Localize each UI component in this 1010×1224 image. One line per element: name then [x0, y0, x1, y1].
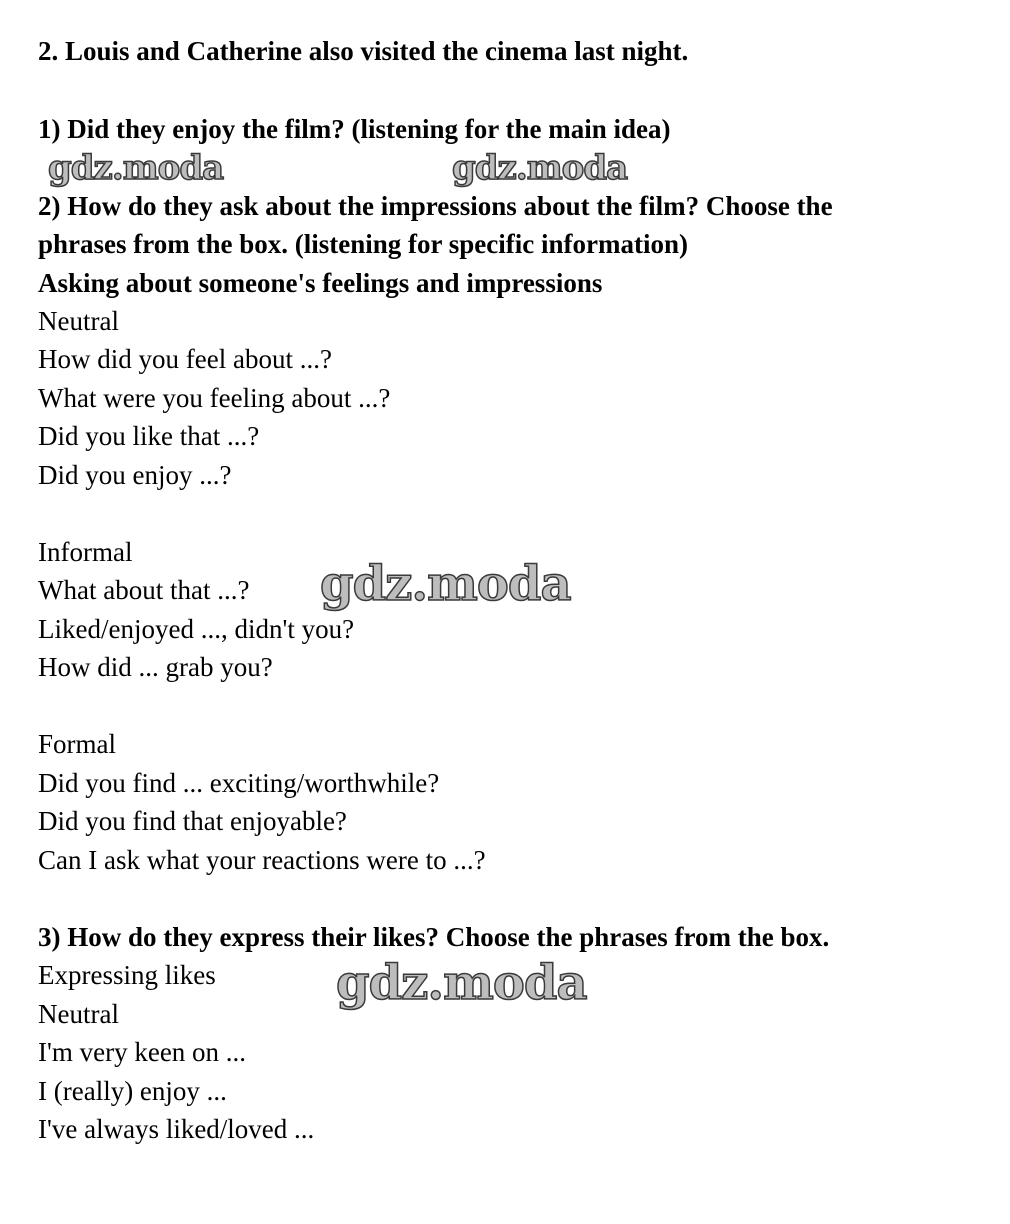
informal-phrase: Liked/enjoyed ..., didn't you? — [38, 614, 355, 644]
watermark-logo: gdz.moda — [320, 556, 571, 612]
neutral-phrase: How did you feel about ...? — [38, 344, 332, 374]
formal-phrase: Did you find ... exciting/worthwhile? — [38, 768, 440, 798]
likes-title: Expressing likes — [38, 960, 216, 990]
likes-phrase: I've always liked/loved ... — [38, 1114, 315, 1144]
neutral-phrase: What were you feeling about ...? — [38, 383, 391, 413]
question-2-line-2: phrases from the box. (listening for specific information) — [38, 229, 688, 259]
question-2-line-1: 2) How do they ask about the impressions about the film? Choose the — [38, 191, 833, 221]
informal-phrase: How did ... grab you? — [38, 652, 273, 682]
neutral-phrase: Did you like that ...? — [38, 421, 260, 451]
neutral-phrase: Did you enjoy ...? — [38, 460, 232, 490]
formal-phrase: Can I ask what your reactions were to ...? — [38, 845, 486, 875]
neutral-label: Neutral — [38, 306, 119, 336]
watermark-logo: gdz.moda — [48, 148, 224, 188]
watermark-logo: gdz.moda — [452, 148, 628, 188]
likes-phrase: I (really) enjoy ... — [38, 1076, 227, 1106]
exercise-heading: 2. Louis and Catherine also visited the cinema last night. — [38, 36, 689, 66]
informal-label: Informal — [38, 537, 133, 567]
formal-label: Formal — [38, 729, 116, 759]
box-title: Asking about someone's feelings and impressions — [38, 268, 603, 298]
question-3: 3) How do they express their likes? Choose the phrases from the box. — [38, 922, 830, 952]
likes-phrase: I'm very keen on ... — [38, 1037, 247, 1067]
informal-phrase: What about that ...? — [38, 575, 250, 605]
watermark-logo: gdz.moda — [336, 955, 587, 1011]
formal-phrase: Did you find that enjoyable? — [38, 806, 347, 836]
likes-neutral-label: Neutral — [38, 999, 119, 1029]
question-1: 1) Did they enjoy the film? (listening for the main idea) — [38, 114, 671, 144]
